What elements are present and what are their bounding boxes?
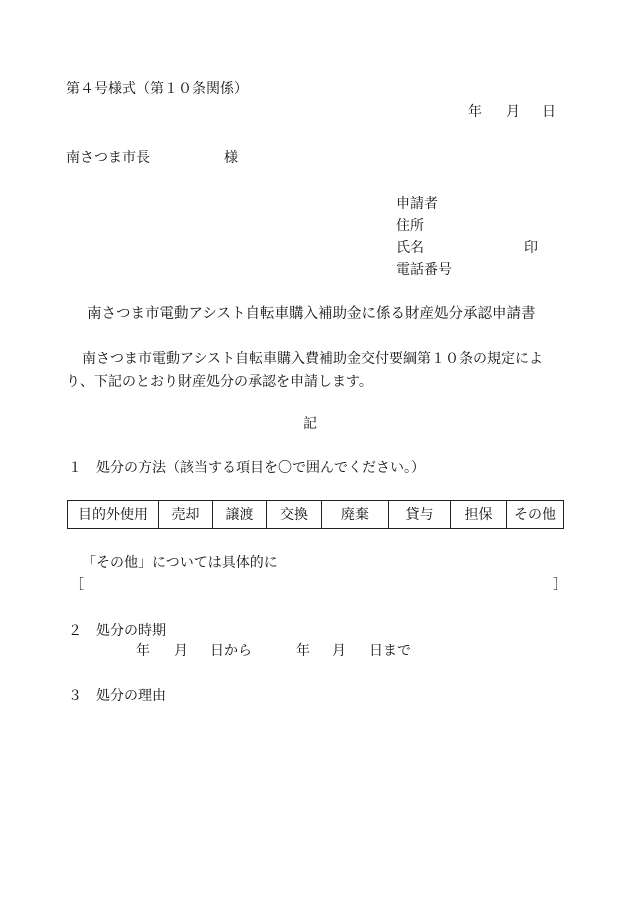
- option-cell[interactable]: 交換: [267, 501, 322, 529]
- period-end-month-label: 月: [332, 643, 346, 659]
- period-end-day-label: 日まで: [369, 643, 411, 659]
- form-number: 第４号様式（第１０条関係）: [66, 81, 248, 97]
- option-cell[interactable]: 担保: [451, 501, 507, 529]
- body-paragraph: [66, 348, 558, 394]
- addressee-name: 南さつま市長: [66, 150, 150, 166]
- date-year-label: 年: [468, 104, 482, 120]
- seal-mark: 印: [524, 240, 538, 256]
- option-cell[interactable]: 廃棄: [322, 501, 389, 529]
- bracket-open: ［: [70, 577, 84, 593]
- applicant-phone-label: 電話番号: [396, 262, 452, 278]
- date-month-label: 月: [506, 104, 520, 120]
- date-day-label: 日: [542, 104, 556, 120]
- applicant-block: [396, 196, 538, 284]
- ki-heading: 記: [303, 416, 317, 432]
- period-line: [136, 644, 436, 660]
- section-1-heading: １ 処分の方法（該当する項目を〇で囲んでください。）: [68, 460, 425, 476]
- period-start-month-label: 月: [174, 643, 188, 659]
- period-start-year-label: 年: [136, 643, 150, 659]
- body-line-2: り、下記のとおり財産処分の承認を申請します。: [66, 374, 373, 390]
- section-2-heading: ２ 処分の時期: [68, 623, 166, 639]
- disposal-method-table: [67, 500, 564, 529]
- option-cell[interactable]: 譲渡: [213, 501, 267, 529]
- option-cell[interactable]: 貸与: [389, 501, 451, 529]
- table-row: [68, 501, 564, 529]
- option-cell[interactable]: 目的外使用: [68, 501, 159, 529]
- date-line: [468, 105, 560, 121]
- applicant-name-row: [396, 240, 538, 262]
- bracket-close: ］: [553, 577, 567, 593]
- applicant-address-label: 住所: [396, 218, 424, 234]
- document-title: 南さつま市電動アシスト自転車購入補助金に係る財産処分承認申請書: [87, 306, 536, 322]
- other-note: 「その他」については具体的に: [82, 555, 278, 571]
- option-cell[interactable]: 売却: [159, 501, 213, 529]
- period-start-day-label: 日から: [210, 643, 252, 659]
- period-end-year-label: 年: [296, 643, 310, 659]
- section-3-heading: ３ 処分の理由: [68, 688, 166, 704]
- applicant-name-label: 氏名: [396, 240, 424, 256]
- applicant-label: 申請者: [396, 196, 438, 212]
- option-cell[interactable]: その他: [507, 501, 564, 529]
- body-line-1: 南さつま市電動アシスト自転車購入費補助金交付要綱第１０条の規定によ: [82, 351, 544, 367]
- addressee-honorific: 様: [224, 150, 238, 166]
